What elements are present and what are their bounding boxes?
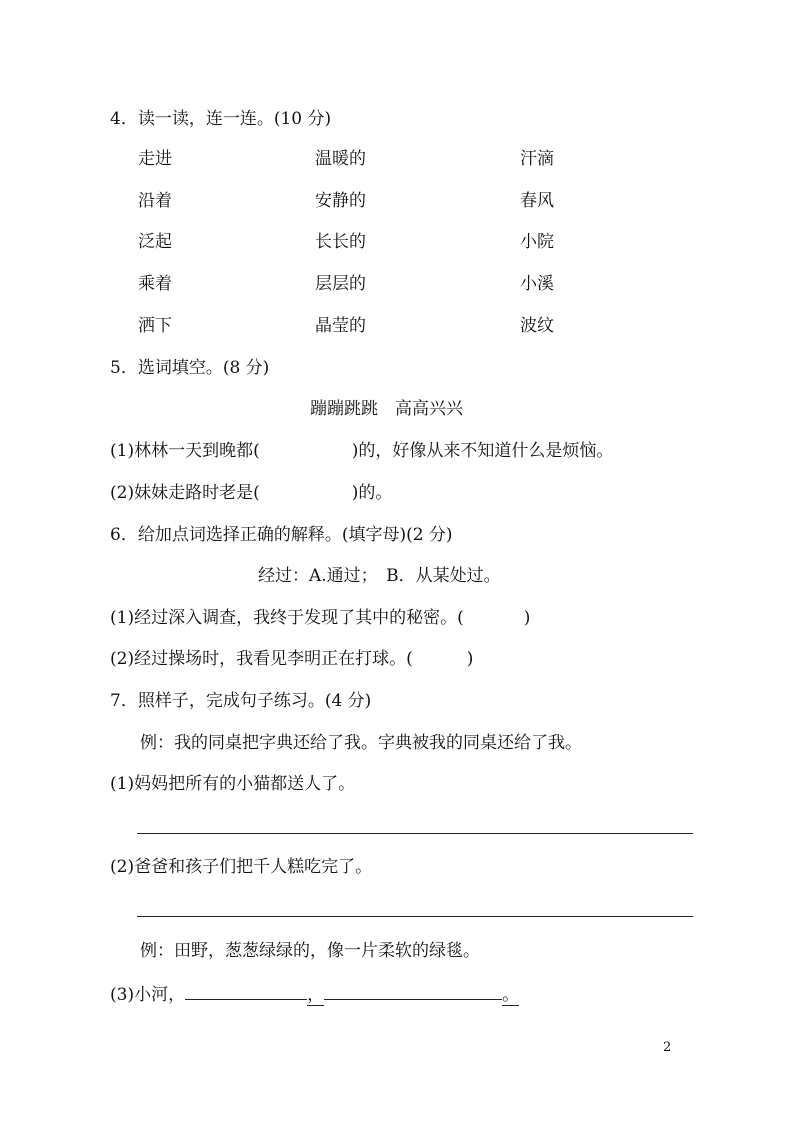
q6-title: 6．给加点词选择正确的解释。(填字母)(2 分): [110, 525, 453, 545]
q4-right-word: 春风: [520, 191, 554, 211]
q5-item-1-text-end: )的，好像从来不知道什么是烦恼。: [351, 441, 614, 461]
q4-left-word: 泛起: [138, 232, 172, 252]
q6-item-2-paren: ): [466, 649, 474, 669]
q7-item-3-blank-2[interactable]: [324, 983, 502, 1000]
q4-middle-word: 温暖的: [315, 149, 366, 169]
q4-right-word: 小溪: [520, 274, 554, 294]
q6-options: 经过：A.通过； B．从某处过。: [258, 566, 501, 586]
q6-item-1: [110, 607, 530, 629]
q5-item-1: [110, 440, 613, 462]
q5-word-bank: 蹦蹦跳跳 高高兴兴: [310, 399, 463, 419]
q5-title: 5．选词填空。(8 分): [110, 358, 270, 378]
q6-item-2: [110, 648, 473, 670]
q4-middle-word: 晶莹的: [315, 316, 366, 336]
q4-left-word: 洒下: [138, 316, 172, 336]
q4-right-word: 汗滴: [520, 149, 554, 169]
q4-middle-word: 长长的: [315, 232, 366, 252]
q4-left-word: 沿着: [138, 191, 172, 211]
q4-left-word: 走进: [138, 149, 172, 169]
q6-item-1-paren: ): [523, 608, 531, 628]
q6-item-2-text: (2)经过操场时，我看见李明正在打球。(: [110, 649, 413, 669]
q4-middle-word: 安静的: [315, 191, 366, 211]
q4-right-word: 波纹: [520, 316, 554, 336]
q7-item-2-answer-line[interactable]: [137, 916, 693, 917]
q4-left-word: 乘着: [138, 274, 172, 294]
q7-item-1: (1)妈妈把所有的小猫都送人了。: [110, 774, 356, 794]
q5-item-1-text: (1)林林一天到晚都(: [110, 441, 260, 461]
q7-item-3: [110, 983, 519, 1006]
q4-title: 4．读一读，连一连。(10 分): [110, 109, 332, 129]
q7-item-1-answer-line[interactable]: [137, 833, 693, 834]
q5-item-2-text: (2)妹妹走路时老是(: [110, 483, 260, 503]
q7-item-3-blank-1[interactable]: [185, 983, 307, 1000]
q7-title: 7．照样子，完成句子练习。(4 分): [110, 691, 372, 711]
q7-item-3-comma: ，: [307, 985, 325, 1005]
q7-item-3-text: (3)小河，: [110, 985, 186, 1005]
q7-example-1: 例：我的同桌把字典还给了我。字典被我的同桌还给了我。: [140, 733, 582, 753]
q7-item-2: (2)爸爸和孩子们把千人糕吃完了。: [110, 857, 373, 877]
q4-right-word: 小院: [520, 232, 554, 252]
q6-item-1-text: (1)经过深入调查，我终于发现了其中的秘密。(: [110, 608, 464, 628]
q5-item-2: [110, 482, 392, 504]
q5-item-2-text-end: )的。: [351, 483, 393, 503]
q7-example-2: 例：田野，葱葱绿绿的，像一片柔软的绿毯。: [140, 941, 480, 961]
q7-item-3-period: 。: [502, 985, 520, 1005]
page-number: 2: [663, 1040, 672, 1055]
q4-middle-word: 层层的: [315, 274, 366, 294]
